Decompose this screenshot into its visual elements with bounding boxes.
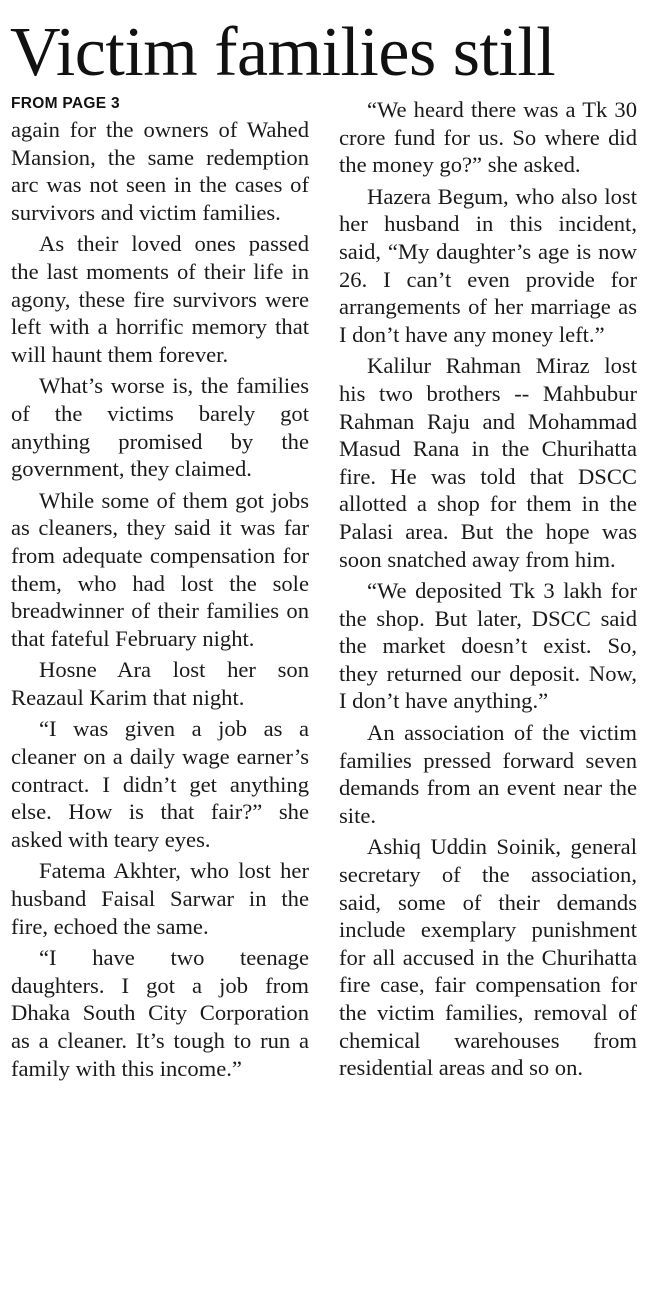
paragraph: What’s worse is, the families of the victims barely got anything promised by the government, they claimed. <box>11 373 309 482</box>
paragraph: Hosne Ara lost her son Reazaul Karim that night. <box>11 657 309 710</box>
paragraph: While some of them got jobs as cleaners, they said it was far from adequate compensation for them, who had lost the sole breadwinner of their families on that fateful February night. <box>11 487 309 651</box>
headline: Victim families still <box>10 14 556 91</box>
paragraph: “We deposited Tk 3 lakh for the shop. But later, DSCC said the market doesn’t exist. So, they returned our deposit. Now, I don’t have anything.” <box>339 578 637 714</box>
paragraph: As their loved ones passed the last moments of their life in agony, these fire survivors were left with a horrific memory that will haunt them forever. <box>11 231 309 367</box>
paragraph: Fatema Akhter, who lost her husband Faisal Sarwar in the fire, echoed the same. <box>11 858 309 939</box>
paragraph: An association of the victim families pressed forward seven demands from an event near the site. <box>339 720 637 828</box>
paragraph: Hazera Begum, who also lost her husband in this incident, said, “My daughter’s age is now 26. I can’t even provide for arrangements of her marriage as I don’t have any money left.” <box>339 183 637 347</box>
jump-label: FROM PAGE 3 <box>11 95 120 112</box>
paragraph: “I was given a job as a cleaner on a daily wage earner’s contract. I didn’t get anything else. How is that fair?” she asked with teary eyes. <box>11 716 309 852</box>
right-column <box>339 96 637 1086</box>
paragraph: Ashiq Uddin Soinik, general secretary of the association, said, some of their demands include exemplary punishment for all accused in the Churihatta fire case, fair compensation for the victim families, removal of chemical warehouses from residential areas and so on. <box>339 834 637 1081</box>
paragraph: “I have two teenage daughters. I got a job from Dhaka South City Corporation as a cleaner. It’s tough to run a family with this income.” <box>11 945 309 1081</box>
left-column <box>11 94 309 1086</box>
paragraph: Kalilur Rahman Miraz lost his two brothers -- Mahbubur Rahman Raju and Mohammad Masud Rana in the Churihatta fire. He was told that DSCC allotted a shop for them in the Palasi area. But the hope was soon snatched away from him. <box>339 353 637 572</box>
paragraph: “We heard there was a Tk 30 crore fund for us. So where did the money go?” she asked. <box>339 97 637 178</box>
paragraph: again for the owners of Wahed Mansion, the same redemption arc was not seen in the cases of survivors and victim families. <box>11 117 309 225</box>
